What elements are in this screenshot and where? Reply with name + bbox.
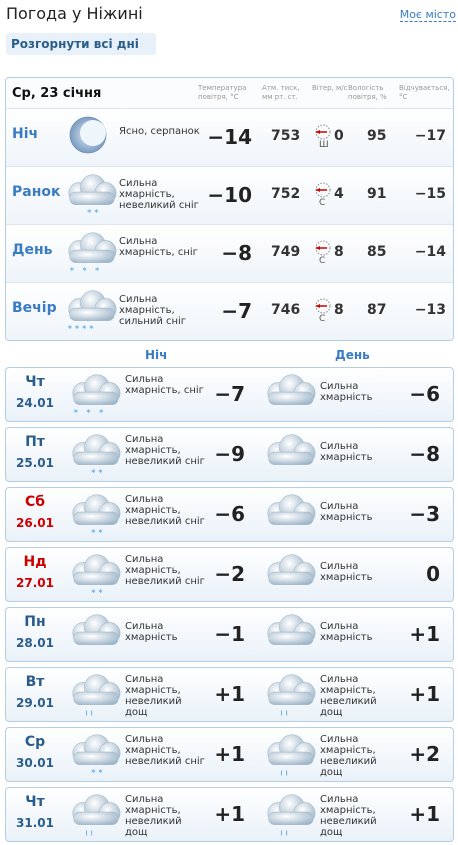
day-name: Пт bbox=[25, 434, 45, 450]
condition-text: Ясно, серпанок bbox=[119, 126, 200, 137]
svg-text:* * *: * * * bbox=[73, 408, 104, 419]
moon-icon bbox=[68, 115, 108, 159]
wind-speed: 0 bbox=[334, 128, 344, 144]
day-condition: Сильна хмарність bbox=[320, 381, 373, 403]
day-date: 29.01 bbox=[16, 696, 54, 710]
temperature: −7 bbox=[221, 299, 252, 323]
forecast-day-row[interactable] bbox=[5, 547, 454, 602]
day-name: Нд bbox=[23, 554, 47, 570]
day-date: 28.01 bbox=[16, 636, 54, 650]
wind-direction-icon bbox=[314, 123, 330, 149]
wind-speed: 8 bbox=[334, 302, 344, 318]
today-row bbox=[6, 108, 453, 166]
svg-text:ı ı: ı ı bbox=[85, 708, 93, 719]
temperature: −8 bbox=[221, 241, 252, 265]
svg-text:* *: * * bbox=[91, 588, 103, 599]
wind-speed: 8 bbox=[334, 244, 344, 260]
night-condition: Сильна хмарність bbox=[125, 621, 178, 643]
night-column-label: Ніч bbox=[145, 348, 168, 362]
col-feels-like: Відчувається, °С bbox=[399, 84, 450, 101]
today-row bbox=[6, 166, 453, 224]
night-condition: Сильна хмарність, невеликий сніг bbox=[125, 554, 205, 587]
col-wind: Вітер, м/с bbox=[312, 84, 348, 92]
humidity: 95 bbox=[367, 128, 387, 144]
svg-text:* *: * * bbox=[87, 208, 99, 219]
night-condition: Сильна хмарність, невеликий дощ bbox=[125, 674, 182, 718]
day-name: Пн bbox=[24, 614, 46, 630]
feels-like: −13 bbox=[414, 302, 446, 318]
wind-direction: С bbox=[319, 256, 326, 266]
today-row bbox=[6, 282, 453, 340]
day-name: Вт bbox=[25, 674, 45, 690]
forecast-day-row[interactable] bbox=[5, 487, 454, 542]
night-condition: Сильна хмарність, сніг bbox=[125, 374, 204, 396]
cloud-heavy-snow-icon bbox=[62, 286, 120, 340]
day-name: Ср bbox=[24, 734, 46, 750]
cloud-light-snow-icon bbox=[66, 430, 124, 482]
wind-direction: С bbox=[319, 198, 326, 208]
day-name: Сб bbox=[24, 494, 46, 510]
condition-text: Сильна хмарність, сніг bbox=[119, 236, 198, 258]
wind-direction-icon bbox=[314, 181, 330, 207]
cloud-icon bbox=[261, 550, 319, 602]
today-row bbox=[6, 224, 453, 282]
night-temperature: −2 bbox=[214, 562, 245, 586]
humidity: 85 bbox=[367, 244, 387, 260]
day-temperature: +1 bbox=[409, 682, 440, 706]
night-condition: Сильна хмарність, невеликий сніг bbox=[125, 734, 205, 767]
today-header bbox=[6, 78, 453, 108]
wind-direction: Ш bbox=[319, 140, 329, 150]
night-temperature: +1 bbox=[214, 742, 245, 766]
day-date: 31.01 bbox=[16, 816, 54, 830]
cloud-light-rain-icon bbox=[261, 790, 319, 842]
cloud-snow-icon bbox=[66, 370, 124, 422]
day-condition: Сильна хмарність bbox=[320, 501, 373, 523]
today-date: Ср, 23 січня bbox=[12, 86, 102, 101]
period-name: Вечір bbox=[12, 300, 57, 316]
day-name: Чт bbox=[25, 374, 45, 390]
day-temperature: 0 bbox=[426, 562, 440, 586]
day-temperature: +1 bbox=[409, 622, 440, 646]
cloud-light-rain-icon bbox=[261, 670, 319, 722]
day-condition: Сильна хмарність, невеликий дощ bbox=[320, 734, 377, 778]
forecast-day-row[interactable] bbox=[5, 787, 454, 842]
pressure: 746 bbox=[271, 302, 301, 318]
svg-text:ı ı: ı ı bbox=[280, 768, 288, 779]
cloud-icon bbox=[66, 610, 124, 662]
cloud-snow-icon bbox=[62, 228, 120, 282]
day-name: Чт bbox=[25, 794, 45, 810]
night-condition: Сильна хмарність, невеликий сніг bbox=[125, 494, 205, 527]
condition-text: Сильна хмарність, сильний сніг bbox=[119, 294, 187, 327]
wind-direction: С bbox=[319, 314, 326, 324]
day-condition: Сильна хмарність bbox=[320, 561, 373, 583]
cloud-light-rain-icon bbox=[261, 730, 319, 782]
forecast-day-row[interactable] bbox=[5, 427, 454, 482]
page-title: Погода у Ніжині bbox=[6, 4, 143, 23]
period-name: День bbox=[12, 242, 53, 258]
day-date: 27.01 bbox=[16, 576, 54, 590]
feels-like: −15 bbox=[414, 186, 446, 202]
col-temperature: Температура повітря, °С bbox=[198, 84, 247, 101]
condition-text: Сильна хмарність, невеликий сніг bbox=[119, 178, 199, 211]
period-name: Ніч bbox=[12, 126, 39, 142]
cloud-icon bbox=[261, 610, 319, 662]
day-column-label: День bbox=[335, 348, 370, 362]
col-pressure: Атм. тиск, мм рт. ст. bbox=[262, 84, 300, 101]
night-temperature: +1 bbox=[214, 682, 245, 706]
svg-text:* *: * * bbox=[91, 768, 103, 779]
forecast-day-row[interactable] bbox=[5, 367, 454, 422]
cloud-light-rain-icon bbox=[66, 790, 124, 842]
cloud-icon bbox=[261, 370, 319, 422]
day-temperature: −8 bbox=[409, 442, 440, 466]
today-panel bbox=[5, 77, 454, 341]
night-condition: Сильна хмарність, невеликий дощ bbox=[125, 794, 182, 838]
svg-text:ı ı: ı ı bbox=[280, 828, 288, 839]
night-temperature: −6 bbox=[214, 502, 245, 526]
svg-text:* *: * * bbox=[91, 468, 103, 479]
pressure: 749 bbox=[271, 244, 301, 260]
humidity: 91 bbox=[367, 186, 387, 202]
day-condition: Сильна хмарність, невеликий дощ bbox=[320, 674, 377, 718]
day-temperature: +2 bbox=[409, 742, 440, 766]
cloud-light-rain-icon bbox=[66, 670, 124, 722]
cloud-light-snow-icon bbox=[66, 490, 124, 542]
night-temperature: −7 bbox=[214, 382, 245, 406]
forecast-day-row[interactable] bbox=[5, 667, 454, 722]
day-condition: Сильна хмарність, невеликий дощ bbox=[320, 794, 377, 838]
svg-text:ı ı: ı ı bbox=[85, 828, 93, 839]
header bbox=[6, 4, 456, 30]
day-temperature: −6 bbox=[409, 382, 440, 406]
cloud-icon bbox=[261, 430, 319, 482]
wind-direction-icon bbox=[314, 239, 330, 265]
humidity: 87 bbox=[367, 302, 387, 318]
day-date: 25.01 bbox=[16, 456, 54, 470]
feels-like: −17 bbox=[414, 128, 446, 144]
wind-direction-icon bbox=[314, 297, 330, 323]
night-condition: Сильна хмарність, невеликий сніг bbox=[125, 434, 205, 467]
night-temperature: +1 bbox=[214, 802, 245, 826]
forecast-day-row[interactable] bbox=[5, 727, 454, 782]
day-date: 24.01 bbox=[16, 396, 54, 410]
day-date: 26.01 bbox=[16, 516, 54, 530]
cloud-light-snow-icon bbox=[66, 730, 124, 782]
day-temperature: −3 bbox=[409, 502, 440, 526]
svg-text:* *: * * bbox=[91, 528, 103, 539]
svg-text:* * *: * * * bbox=[69, 266, 100, 277]
feels-like: −14 bbox=[414, 244, 446, 260]
cloud-icon bbox=[261, 490, 319, 542]
day-temperature: +1 bbox=[409, 802, 440, 826]
night-temperature: −9 bbox=[214, 442, 245, 466]
night-temperature: −1 bbox=[214, 622, 245, 646]
cloud-light-snow-icon bbox=[66, 550, 124, 602]
period-name: Ранок bbox=[12, 184, 61, 200]
temperature: −14 bbox=[207, 125, 252, 149]
pressure: 753 bbox=[271, 128, 301, 144]
day-condition: Сильна хмарність bbox=[320, 441, 373, 463]
day-condition: Сильна хмарність bbox=[320, 621, 373, 643]
expand-all-days-button[interactable]: Розгорнути всі дні bbox=[6, 33, 156, 55]
day-date: 30.01 bbox=[16, 756, 54, 770]
wind-speed: 4 bbox=[334, 186, 344, 202]
svg-text:* * * *: * * * * bbox=[67, 324, 94, 335]
pressure: 752 bbox=[271, 186, 301, 202]
cloud-light-snow-icon bbox=[62, 170, 120, 224]
my-city-link[interactable]: Моє місто bbox=[399, 8, 456, 21]
forecast-day-row[interactable] bbox=[5, 607, 454, 662]
svg-text:ı ı: ı ı bbox=[280, 708, 288, 719]
temperature: −10 bbox=[207, 183, 252, 207]
col-humidity: Вологість повітря, % bbox=[348, 84, 387, 101]
